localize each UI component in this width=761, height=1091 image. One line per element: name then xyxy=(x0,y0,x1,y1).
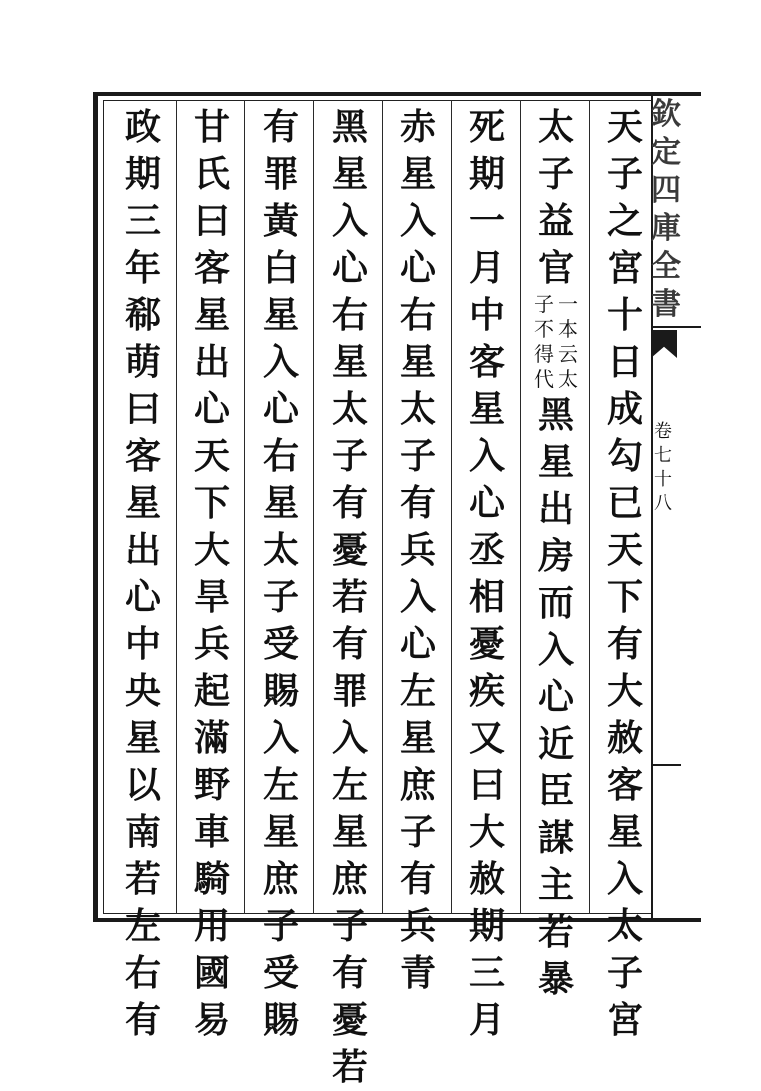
glyph: 憂 xyxy=(468,623,505,665)
glyph: 得 xyxy=(534,342,554,366)
interlinear-note xyxy=(533,292,579,392)
glyph: 太 xyxy=(331,388,368,430)
glyph: 兵 xyxy=(193,623,230,665)
text-column-2 xyxy=(530,104,582,1000)
text-run xyxy=(603,104,647,762)
column-rule xyxy=(382,100,383,914)
glyph: 有 xyxy=(606,623,643,665)
glyph: 三 xyxy=(468,952,505,994)
text-run xyxy=(121,104,165,292)
column-rule xyxy=(244,100,245,914)
glyph: 郗 xyxy=(124,294,161,336)
glyph: 客 xyxy=(606,764,643,806)
glyph: 受 xyxy=(262,623,299,665)
glyph: 左 xyxy=(262,764,299,806)
glyph: 政 xyxy=(124,106,161,148)
glyph: 入 xyxy=(262,341,299,383)
glyph: 天 xyxy=(606,529,643,571)
glyph: 卷 xyxy=(654,421,672,442)
glyph: 十 xyxy=(654,469,672,490)
glyph: 月 xyxy=(468,999,505,1041)
glyph: 曰 xyxy=(468,764,505,806)
glyph: 子 xyxy=(537,153,574,195)
text-run xyxy=(259,104,303,198)
glyph: 謀 xyxy=(537,817,574,859)
glyph: 死 xyxy=(468,106,505,148)
glyph: 子 xyxy=(331,905,368,947)
glyph: 右 xyxy=(399,294,436,336)
glyph: 子 xyxy=(606,952,643,994)
glyph: 而 xyxy=(537,582,574,624)
glyph: 心 xyxy=(399,623,436,665)
glyph: 心 xyxy=(262,388,299,430)
glyph: 心 xyxy=(331,247,368,289)
glyph: 右 xyxy=(124,952,161,994)
glyph: 子 xyxy=(262,905,299,947)
glyph: 罪 xyxy=(262,153,299,195)
glyph: 黑 xyxy=(537,394,574,436)
glyph: 太 xyxy=(606,905,643,947)
glyph: 子 xyxy=(262,576,299,618)
column-rule xyxy=(589,100,590,914)
fishtail-rule xyxy=(651,326,701,328)
glyph: 黑 xyxy=(331,106,368,148)
glyph: 若 xyxy=(124,858,161,900)
glyph: 星 xyxy=(399,341,436,383)
glyph: 已 xyxy=(606,482,643,524)
glyph: 子 xyxy=(606,153,643,195)
glyph: 央 xyxy=(124,670,161,712)
note-line xyxy=(533,292,555,392)
glyph: 左 xyxy=(331,764,368,806)
text-run xyxy=(396,950,440,997)
glyph: 庶 xyxy=(262,858,299,900)
glyph: 赦 xyxy=(606,717,643,759)
glyph: 太 xyxy=(558,367,578,391)
glyph: 星 xyxy=(399,153,436,195)
glyph: 赦 xyxy=(468,858,505,900)
glyph: 出 xyxy=(193,341,230,383)
glyph: 宮 xyxy=(606,247,643,289)
glyph: 有 xyxy=(399,858,436,900)
glyph: 出 xyxy=(124,529,161,571)
glyph: 滿 xyxy=(193,717,230,759)
text-run xyxy=(534,721,578,1003)
glyph: 星 xyxy=(262,482,299,524)
glyph: 宮 xyxy=(606,999,643,1041)
glyph: 有 xyxy=(124,999,161,1041)
glyph: 入 xyxy=(537,629,574,671)
glyph: 客 xyxy=(468,341,505,383)
glyph: 星 xyxy=(537,441,574,483)
glyph: 庶 xyxy=(399,764,436,806)
text-run xyxy=(534,104,578,292)
margin-juan-label xyxy=(651,420,675,516)
glyph: 星 xyxy=(193,294,230,336)
text-run xyxy=(121,292,165,1044)
glyph: 疾 xyxy=(468,670,505,712)
glyph: 入 xyxy=(399,200,436,242)
glyph: 心 xyxy=(399,247,436,289)
text-column-8 xyxy=(117,104,169,1041)
glyph: 入 xyxy=(468,435,505,477)
glyph: 心 xyxy=(468,482,505,524)
glyph: 易 xyxy=(193,999,230,1041)
glyph: 房 xyxy=(537,535,574,577)
glyph: 左 xyxy=(124,905,161,947)
text-run xyxy=(190,104,234,1044)
text-column-3 xyxy=(461,104,513,1041)
glyph: 有 xyxy=(262,106,299,148)
glyph: 太 xyxy=(399,388,436,430)
glyph: 白 xyxy=(262,247,299,289)
glyph: 欽 xyxy=(651,97,681,132)
glyph: 期 xyxy=(468,153,505,195)
column-rule xyxy=(313,100,314,914)
glyph: 星 xyxy=(606,811,643,853)
glyph: 主 xyxy=(537,864,574,906)
text-run xyxy=(534,392,578,721)
glyph: 星 xyxy=(262,811,299,853)
glyph: 赤 xyxy=(399,106,436,148)
text-column-5 xyxy=(324,104,376,1088)
glyph: 國 xyxy=(193,952,230,994)
glyph: 有 xyxy=(331,952,368,994)
glyph: 子 xyxy=(399,811,436,853)
glyph: 用 xyxy=(193,905,230,947)
glyph: 入 xyxy=(331,200,368,242)
glyph: 全 xyxy=(651,249,681,284)
glyph: 兵 xyxy=(399,529,436,571)
glyph: 右 xyxy=(262,435,299,477)
text-run xyxy=(465,574,509,1044)
glyph: 罪 xyxy=(331,670,368,712)
glyph: 成 xyxy=(606,388,643,430)
text-run xyxy=(603,762,647,1044)
glyph: 受 xyxy=(262,952,299,994)
text-column-6 xyxy=(255,104,307,1041)
glyph: 憂 xyxy=(331,999,368,1041)
glyph: 代 xyxy=(534,367,554,391)
text-run xyxy=(396,104,440,950)
glyph: 庶 xyxy=(331,858,368,900)
glyph: 右 xyxy=(331,294,368,336)
glyph: 丞 xyxy=(468,529,505,571)
glyph: 不 xyxy=(534,317,554,341)
glyph: 太 xyxy=(537,106,574,148)
glyph: 曰 xyxy=(193,200,230,242)
glyph: 星 xyxy=(399,717,436,759)
note-line xyxy=(557,292,579,392)
glyph: 星 xyxy=(124,717,161,759)
glyph: 大 xyxy=(606,670,643,712)
column-rule xyxy=(451,100,452,914)
glyph: 入 xyxy=(399,576,436,618)
text-column-7 xyxy=(186,104,238,1041)
glyph: 星 xyxy=(124,482,161,524)
glyph: 起 xyxy=(193,670,230,712)
glyph: 下 xyxy=(606,576,643,618)
lower-rule xyxy=(651,764,681,766)
glyph: 中 xyxy=(468,294,505,336)
glyph: 有 xyxy=(331,482,368,524)
glyph: 旱 xyxy=(193,576,230,618)
glyph: 若 xyxy=(537,911,574,953)
glyph: 以 xyxy=(124,764,161,806)
glyph: 期 xyxy=(468,905,505,947)
glyph: 心 xyxy=(193,388,230,430)
glyph: 野 xyxy=(193,764,230,806)
glyph: 三 xyxy=(124,200,161,242)
glyph: 有 xyxy=(331,623,368,665)
glyph: 騎 xyxy=(193,858,230,900)
glyph: 賜 xyxy=(262,670,299,712)
glyph: 相 xyxy=(468,576,505,618)
glyph: 黃 xyxy=(262,200,299,242)
glyph: 云 xyxy=(558,342,578,366)
text-run xyxy=(465,104,509,339)
glyph: 近 xyxy=(537,723,574,765)
glyph: 一 xyxy=(558,292,578,316)
glyph: 入 xyxy=(606,858,643,900)
margin-book-title xyxy=(648,96,684,324)
glyph: 暴 xyxy=(537,958,574,1000)
glyph: 星 xyxy=(331,153,368,195)
glyph: 期 xyxy=(124,153,161,195)
glyph: 定 xyxy=(651,135,681,170)
glyph: 十 xyxy=(606,294,643,336)
glyph: 子 xyxy=(331,435,368,477)
glyph: 氏 xyxy=(193,153,230,195)
glyph: 南 xyxy=(124,811,161,853)
glyph: 臣 xyxy=(537,770,574,812)
glyph: 青 xyxy=(399,952,436,994)
glyph: 萌 xyxy=(124,341,161,383)
glyph: 星 xyxy=(331,341,368,383)
glyph: 大 xyxy=(193,529,230,571)
glyph: 子 xyxy=(399,435,436,477)
glyph: 又 xyxy=(468,717,505,759)
glyph: 天 xyxy=(606,106,643,148)
glyph: 出 xyxy=(537,488,574,530)
glyph: 車 xyxy=(193,811,230,853)
glyph: 之 xyxy=(606,200,643,242)
glyph: 官 xyxy=(537,247,574,289)
glyph: 一 xyxy=(468,200,505,242)
glyph: 大 xyxy=(468,811,505,853)
glyph: 勾 xyxy=(606,435,643,477)
glyph: 客 xyxy=(193,247,230,289)
glyph: 八 xyxy=(654,493,672,514)
glyph: 天 xyxy=(193,435,230,477)
column-rule xyxy=(520,100,521,914)
text-run xyxy=(328,104,372,1091)
glyph: 書 xyxy=(651,287,681,322)
text-column-4 xyxy=(392,104,444,994)
glyph: 心 xyxy=(124,576,161,618)
text-run xyxy=(465,339,509,574)
glyph: 兵 xyxy=(399,905,436,947)
glyph: 入 xyxy=(331,717,368,759)
glyph: 下 xyxy=(193,482,230,524)
glyph: 入 xyxy=(262,717,299,759)
glyph: 日 xyxy=(606,341,643,383)
glyph: 曰 xyxy=(124,388,161,430)
glyph: 七 xyxy=(654,445,672,466)
glyph: 賜 xyxy=(262,999,299,1041)
glyph: 客 xyxy=(124,435,161,477)
glyph: 庫 xyxy=(651,211,681,246)
glyph: 子 xyxy=(534,292,554,316)
glyph: 星 xyxy=(468,388,505,430)
glyph: 太 xyxy=(262,529,299,571)
glyph: 心 xyxy=(537,676,574,718)
glyph: 甘 xyxy=(193,106,230,148)
glyph: 憂 xyxy=(331,529,368,571)
glyph: 左 xyxy=(399,670,436,712)
glyph: 月 xyxy=(468,247,505,289)
text-run xyxy=(259,198,303,1044)
glyph: 星 xyxy=(331,811,368,853)
glyph: 四 xyxy=(651,173,681,208)
glyph: 若 xyxy=(331,576,368,618)
glyph: 有 xyxy=(399,482,436,524)
glyph: 年 xyxy=(124,247,161,289)
glyph: 中 xyxy=(124,623,161,665)
glyph: 若 xyxy=(331,1046,368,1088)
glyph: 益 xyxy=(537,200,574,242)
text-column-1 xyxy=(599,104,651,1041)
glyph: 本 xyxy=(558,317,578,341)
column-rule xyxy=(176,100,177,914)
glyph: 星 xyxy=(262,294,299,336)
